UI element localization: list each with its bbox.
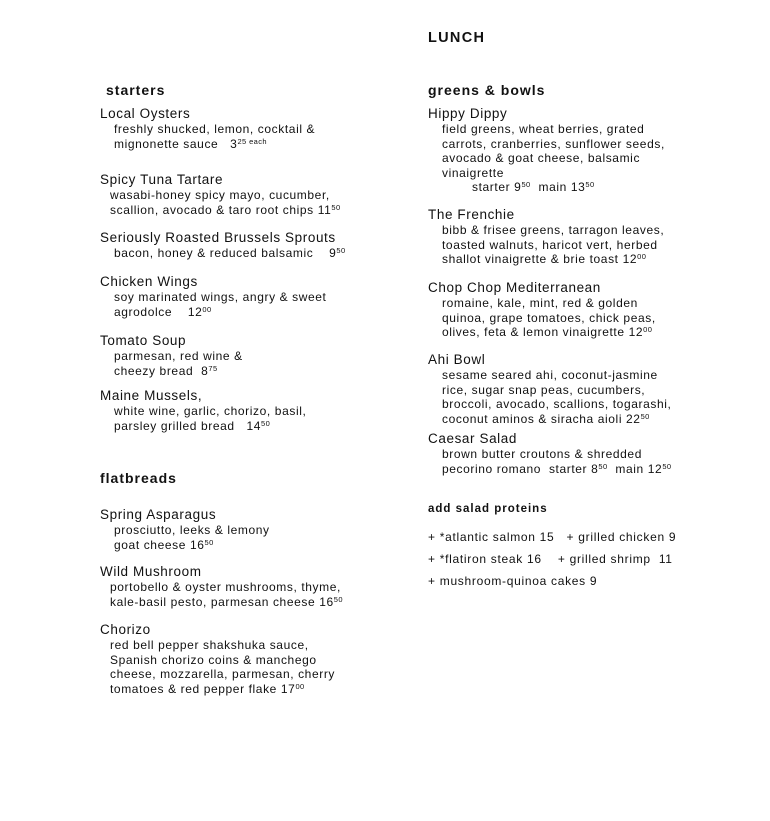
item-description: bacon, honey & reduced balsamic (114, 246, 314, 260)
item-name: Chop Chop Mediterranean (428, 280, 601, 295)
item-description: toasted walnuts, haricot vert, herbed (442, 237, 658, 252)
item-description: bibb & frisee greens, tarragon leaves, (442, 223, 665, 237)
menu-item-tomato-soup (100, 333, 420, 378)
item-description: portobello & oyster mushrooms, thyme, (110, 580, 341, 594)
item-description: romaine, kale, mint, red & golden (442, 296, 638, 310)
item-name: Seriously Roasted Brussels Sprouts (100, 230, 336, 245)
item-description: broccoli, avocado, scallions, togarashi, (442, 397, 672, 411)
item-description-price (442, 252, 748, 267)
menu-item-wild-mushroom (100, 564, 420, 609)
item-description-price (114, 364, 420, 379)
item-description-price (110, 682, 420, 697)
menu-item-chorizo (100, 622, 420, 696)
item-description: coconut aminos & siracha aioli (442, 411, 623, 426)
item-description: tomatoes & red pepper flake (110, 681, 277, 696)
item-price-options: starter $9^{50}$ main $13^{50}$ (472, 180, 595, 194)
item-name: Maine Mussels, (100, 388, 203, 403)
item-price: $12^{00}$ (628, 325, 653, 339)
item-description: quinoa, grape tomatoes, chick peas, (442, 310, 656, 325)
item-description: soy marinated wings, angry & sweet (114, 290, 327, 304)
menu-item-spicy-tuna-tartare (100, 172, 420, 217)
item-description-price (442, 325, 748, 340)
item-name: Spring Asparagus (100, 507, 217, 522)
item-description: Spanish chorizo coins & manchego (110, 652, 317, 667)
menu-item-chop-chop-mediterranean (428, 280, 748, 340)
item-description: agrodolce (114, 304, 173, 319)
item-description: wasabi-honey spicy mayo, cucumber, (110, 188, 330, 202)
menu-item-local-oysters (100, 106, 420, 151)
item-description: parsley grilled bread (114, 418, 235, 433)
menu-item-hippy-dippy (428, 106, 748, 195)
item-description: sesame seared ahi, coconut-jasmine (442, 368, 658, 382)
item-name: Wild Mushroom (100, 564, 202, 579)
item-name: Chicken Wings (100, 274, 198, 289)
menu-title: LUNCH (428, 30, 486, 46)
item-description-price (110, 203, 420, 218)
item-description-price (114, 246, 420, 261)
item-name: Local Oysters (100, 106, 191, 121)
item-description-price (110, 595, 420, 610)
item-description: freshly shucked, lemon, cocktail & (114, 122, 316, 136)
item-description-price (114, 137, 420, 152)
item-description: scallion, avocado & taro root chips (110, 202, 314, 217)
item-name: Tomato Soup (100, 333, 187, 348)
menu-item-the-frenchie (428, 207, 748, 267)
item-description: kale-basil pesto, parmesan cheese (110, 594, 316, 609)
item-description: olives, feta & lemon vinaigrette (442, 325, 625, 339)
flatbreads-heading: flatbreads (100, 470, 177, 486)
item-name: Hippy Dippy (428, 106, 508, 121)
item-description-price (114, 419, 420, 434)
add-proteins-heading: add salad proteins (428, 503, 548, 515)
item-description-price: pecorino romano starter $8^{50}$ main $12^{50}$ (442, 461, 672, 476)
item-description: vinaigrette (442, 165, 504, 180)
item-price: $16^{50}$ (319, 594, 343, 609)
item-name: Caesar Salad (428, 431, 517, 446)
protein-option-line: + mushroom-quinoa cakes 9 (428, 574, 598, 588)
item-description: prosciutto, leeks & lemony (114, 523, 270, 537)
starters-heading: starters (106, 82, 166, 98)
item-price: $11^{50}$ (317, 202, 341, 217)
item-description: white wine, garlic, chorizo, basil, (114, 404, 307, 418)
item-price: $14^{50}$ (246, 418, 271, 433)
item-description: cheese, mozzarella, parmesan, cherry (110, 667, 336, 681)
item-description: brown butter croutons & shredded (442, 447, 642, 461)
item-name: Chorizo (100, 622, 151, 637)
item-description: rice, sugar snap peas, cucumbers, (442, 382, 646, 397)
item-price: $12^{00}$ (187, 304, 212, 319)
menu-item-chicken-wings (100, 274, 420, 319)
item-description: cheezy bread (114, 363, 194, 378)
item-description: field greens, wheat berries, grated (442, 122, 645, 136)
item-description-price (114, 305, 420, 320)
item-price: $12^{00}$ (622, 252, 647, 266)
menu-item-spring-asparagus (100, 507, 420, 552)
item-description: carrots, cranberries, sunflower seeds, (442, 136, 665, 151)
menu-item-brussels-sprouts (100, 230, 420, 261)
item-price: $8^{75}$ (201, 363, 218, 378)
item-name: The Frenchie (428, 207, 515, 222)
item-price: $9^{50}$ (329, 246, 346, 260)
item-description: goat cheese (114, 537, 186, 552)
menu-item-ahi-bowl (428, 352, 748, 426)
item-description: parmesan, red wine & (114, 349, 243, 363)
menu-item-caesar-salad (428, 431, 748, 476)
menu-item-maine-mussels (100, 388, 420, 433)
item-description: red bell pepper shakshuka sauce, (110, 638, 309, 652)
item-name: Ahi Bowl (428, 352, 486, 367)
item-description: mignonette sauce (114, 136, 219, 151)
item-price: $16^{50}$ (189, 537, 214, 552)
item-description: avocado & goat cheese, balsamic (442, 151, 641, 165)
greens-bowls-heading: greens & bowls (428, 82, 546, 98)
protein-option-line: + *flatiron steak 16 + grilled shrimp 11 (428, 552, 673, 566)
protein-option-line: + *atlantic salmon 15 + grilled chicken 9 (428, 530, 677, 544)
item-price: $3^{25 each}$ (230, 136, 267, 151)
item-description: pecorino romano (442, 461, 542, 476)
item-name: Spicy Tuna Tartare (100, 172, 224, 187)
item-description-price (442, 412, 748, 427)
item-description-price (114, 538, 420, 553)
item-price: $22^{50}$ (626, 411, 650, 426)
item-description: shallot vinaigrette & brie toast (442, 252, 619, 266)
item-price: $17^{00}$ (280, 681, 305, 696)
